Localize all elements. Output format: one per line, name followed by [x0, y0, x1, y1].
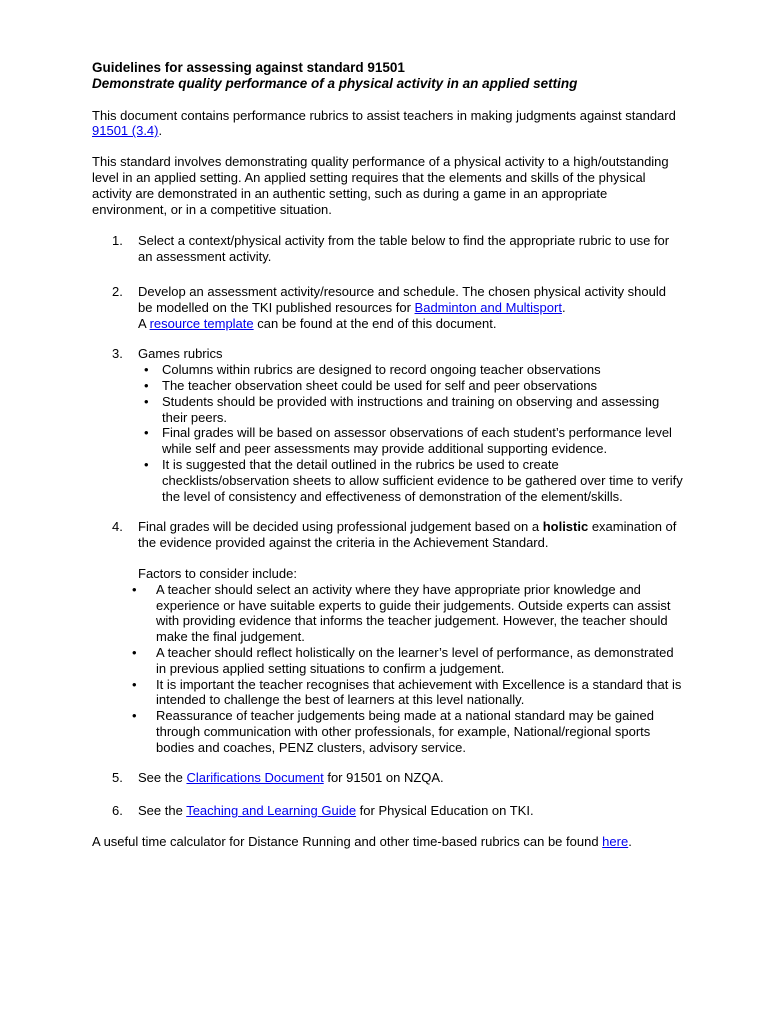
list-item-1 — [92, 233, 684, 265]
intro-end: . — [158, 123, 163, 139]
list-number: 2. — [112, 283, 123, 299]
list-item — [132, 645, 684, 677]
document-subtitle: Demonstrate quality performance of a physical activity in an applied setting — [92, 75, 578, 91]
intro-paragraph — [92, 108, 684, 140]
bullet-text: Columns within rubrics are designed to record ongoing teacher observations — [162, 362, 601, 378]
list-item-5 — [92, 770, 684, 786]
teaching-learning-guide-link[interactable]: Teaching and Learning Guide — [186, 803, 357, 819]
bullet-text: It is important the teacher recognises that achievement with Excellence is a standard that is intended to challenge the best of learners at this level nationally. — [156, 676, 682, 708]
bullet-icon: • — [144, 425, 149, 441]
bullet-text: A teacher should reflect holistically on the learner’s level of performance, as demonstrated in previous applied setting situations to confirm a judgement. — [156, 644, 674, 676]
list-item-2-text-part: Develop an assessment activity/resource and schedule. The chosen physical activity should be modelled on the TKI published resources for — [138, 283, 666, 315]
bullet-text: Final grades will be based on assessor observations of each student’s performance level while self and peer assessments may provide additional supporting evidence. — [162, 425, 672, 457]
standard-91501-link[interactable]: 91501 (3.4) — [92, 123, 159, 139]
bullet-text: The teacher observation sheet could be used for self and peer observations — [162, 377, 598, 393]
list-item-2-text-part: can be found at the end of this document. — [253, 315, 497, 331]
list-item-4-text-part: examination of the evidence provided against the criteria in the Achievement Standard. — [138, 519, 677, 551]
list-item-5-text-part: for 91501 on NZQA. — [323, 770, 444, 786]
list-item — [132, 582, 684, 645]
list-item-2 — [92, 284, 684, 331]
list-item — [138, 378, 684, 394]
time-calculator-paragraph — [92, 834, 684, 850]
list-item-6-text — [138, 803, 684, 819]
bullet-icon: • — [132, 644, 137, 660]
list-number: 5. — [112, 770, 123, 786]
list-number: 6. — [112, 803, 123, 819]
list-item-2-text-part: A — [138, 315, 150, 331]
bullet-icon: • — [144, 393, 149, 409]
list-item-2-text — [138, 284, 684, 331]
resource-template-link[interactable]: resource template — [149, 315, 254, 331]
here-link[interactable]: here — [602, 834, 629, 850]
list-item-6-text-part: See the — [138, 803, 187, 819]
list-item — [132, 677, 684, 709]
bullet-icon: • — [144, 362, 149, 378]
time-calculator-end: . — [628, 834, 632, 850]
clarifications-document-link[interactable]: Clarifications Document — [186, 770, 324, 786]
list-item-3 — [92, 346, 684, 504]
list-number: 4. — [112, 519, 123, 535]
list-item-5-text — [138, 770, 684, 786]
badminton-multisport-link[interactable]: Badminton and Multisport — [414, 299, 562, 315]
list-item-6 — [92, 803, 684, 819]
bullet-text: Students should be provided with instructions and training on observing and assessing their peers. — [162, 393, 660, 425]
bullet-icon: • — [144, 456, 149, 472]
holistic-emphasis: holistic — [542, 519, 589, 535]
list-number: 3. — [112, 346, 123, 362]
list-item-5-text-part: See the — [138, 770, 187, 786]
list-item-4-text-part: Final grades will be decided using professional judgement based on a — [138, 519, 543, 535]
bullet-text: It is suggested that the detail outlined in the rubrics be used to create checklists/observation sheets to allow sufficient evidence to be gathered over time to verify the level of consistency and effectiveness of demonstration of the element/skills. — [162, 456, 683, 504]
games-rubrics-bullets — [138, 362, 684, 504]
bullet-text: A teacher should select an activity where they have appropriate prior knowledge and experience or have suitable experts to guide their judgements. Outside experts can assist with providing evidence that informs the teacher judgement. However, the teacher should make the final judgement. — [156, 581, 671, 645]
games-rubrics-heading: Games rubrics — [138, 346, 223, 362]
list-item-2-text-part: . — [561, 299, 566, 315]
list-item-4-text — [138, 519, 684, 551]
list-item — [138, 394, 684, 426]
bullet-icon: • — [132, 708, 137, 724]
bullet-text: Reassurance of teacher judgements being made at a national standard may be gained through communication with other professionals, for example, National/regional sports bodies and coaches, PENZ clusters, advisory service. — [156, 708, 654, 755]
bullet-icon: • — [144, 377, 149, 393]
document-body — [92, 60, 684, 850]
list-number: 1. — [112, 233, 123, 249]
list-item — [138, 362, 684, 378]
list-item — [138, 457, 684, 504]
time-calculator-text: A useful time calculator for Distance Running and other time-based rubrics can be found — [92, 834, 603, 850]
list-item — [132, 708, 684, 755]
intro-text: This document contains performance rubrics to assist teachers in making judgments against standard — [92, 107, 676, 123]
document-title: Guidelines for assessing against standard 91501 — [92, 60, 405, 75]
factors-heading: Factors to consider include: — [138, 565, 297, 581]
bullet-icon: • — [132, 581, 137, 597]
list-item-1-text: Select a context/physical activity from the table below to find the appropriate rubric to use for an assessment activity. — [138, 233, 670, 265]
list-item — [138, 425, 684, 457]
standard-description-paragraph: This standard involves demonstrating quality performance of a physical activity to a high/outstanding level in an applied setting. An applied setting requires that the elements and skills of the physical activity are demonstrated in an authentic setting, such as during a game in an appropriate environment, or in a competitive situation. — [92, 154, 669, 217]
factors-bullets — [132, 582, 684, 756]
list-item-6-text-part: for Physical Education on TKI. — [356, 803, 534, 819]
list-item-4 — [92, 519, 684, 581]
bullet-icon: • — [132, 676, 137, 692]
